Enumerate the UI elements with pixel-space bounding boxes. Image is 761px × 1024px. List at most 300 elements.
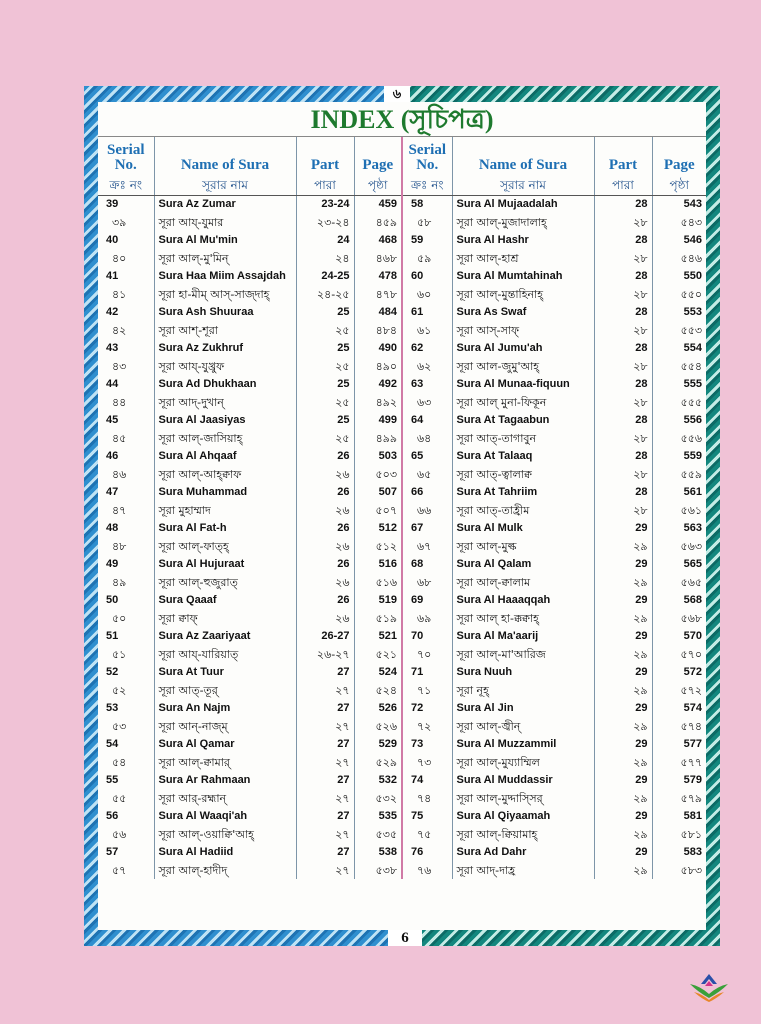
table-row-bengali bbox=[98, 861, 706, 879]
page-cell: 516 bbox=[354, 555, 402, 573]
table-row-bengali bbox=[98, 645, 706, 663]
serial-cell: ৬১ bbox=[402, 321, 452, 339]
part-cell: ২৫ bbox=[296, 393, 354, 411]
table-row-bengali bbox=[98, 321, 706, 339]
table-row-bengali bbox=[98, 753, 706, 771]
sura-name-cell: সূরা আন্-নাজ্ম্ bbox=[154, 717, 296, 735]
page-cell: ৪৯৯ bbox=[354, 429, 402, 447]
part-cell: ২৯ bbox=[594, 645, 652, 663]
page-cell: 555 bbox=[652, 375, 706, 393]
sura-name-cell: সূরা আল্-হাশ্র bbox=[452, 249, 594, 267]
table-row-bengali bbox=[98, 465, 706, 483]
page-cell: ৫৬৮ bbox=[652, 609, 706, 627]
part-cell: ২৯ bbox=[594, 537, 652, 555]
index-rows bbox=[98, 195, 706, 879]
table-row bbox=[98, 735, 706, 753]
serial-cell: ৭২ bbox=[402, 717, 452, 735]
sura-name-cell: Sura Al Ma'aarij bbox=[452, 627, 594, 645]
page-cell: ৫২১ bbox=[354, 645, 402, 663]
part-cell: ২৮ bbox=[594, 321, 652, 339]
serial-cell: ৭৫ bbox=[402, 825, 452, 843]
sura-name-cell: সূরা আশ্-শূরা bbox=[154, 321, 296, 339]
part-cell: ২৬ bbox=[296, 609, 354, 627]
part-cell: ২৮ bbox=[594, 249, 652, 267]
page-cell: 499 bbox=[354, 411, 402, 429]
sura-name-cell: সূরা নূহ্ bbox=[452, 681, 594, 699]
sura-name-cell: Sura Al Mu'min bbox=[154, 231, 296, 249]
sura-name-cell: সূরা আদ্-দাহ্র bbox=[452, 861, 594, 879]
page-cell: 563 bbox=[652, 519, 706, 537]
part-cell: 27 bbox=[296, 663, 354, 681]
sura-name-cell: সূরা আত্-তাহ্রীম bbox=[452, 501, 594, 519]
sura-name-cell: Sura At Tuur bbox=[154, 663, 296, 681]
sura-name-cell: Sura Al Qalam bbox=[452, 555, 594, 573]
page-number-top: ৬ bbox=[384, 86, 410, 102]
serial-cell: 62 bbox=[402, 339, 452, 357]
page-cell: 526 bbox=[354, 699, 402, 717]
part-cell: ২৯ bbox=[594, 825, 652, 843]
part-cell: ২৬ bbox=[296, 501, 354, 519]
page-cell: ৪৯০ bbox=[354, 357, 402, 375]
serial-cell: 67 bbox=[402, 519, 452, 537]
page-cell: 561 bbox=[652, 483, 706, 501]
page-cell: 529 bbox=[354, 735, 402, 753]
sura-name-cell: Sura Al Qiyaamah bbox=[452, 807, 594, 825]
page-number-bottom: 6 bbox=[388, 930, 422, 946]
page-cell: ৪৯২ bbox=[354, 393, 402, 411]
sura-name-cell: Sura Al Jin bbox=[452, 699, 594, 717]
part-cell: 25 bbox=[296, 375, 354, 393]
sura-name-cell: Sura Al Muzzammil bbox=[452, 735, 594, 753]
table-row-bengali bbox=[98, 501, 706, 519]
serial-cell: ৫৮ bbox=[402, 213, 452, 231]
table-row bbox=[98, 771, 706, 789]
serial-cell: ৬৮ bbox=[402, 573, 452, 591]
page-cell: 553 bbox=[652, 303, 706, 321]
page-cell: ৫৫৫ bbox=[652, 393, 706, 411]
page-cell: ৫০৭ bbox=[354, 501, 402, 519]
sura-name-cell: Sura Al Mujaadalah bbox=[452, 195, 594, 213]
table-row bbox=[98, 195, 706, 213]
part-cell: 29 bbox=[594, 843, 652, 861]
part-cell: ২৩-২৪ bbox=[296, 213, 354, 231]
part-cell: 28 bbox=[594, 447, 652, 465]
table-row-bengali bbox=[98, 537, 706, 555]
part-cell: ২৮ bbox=[594, 357, 652, 375]
sura-name-cell: সূরা আল্-জ্বীন্ bbox=[452, 717, 594, 735]
table-row-bengali bbox=[98, 429, 706, 447]
sura-name-cell: সূরা আল্-আহ্ক্বাফ bbox=[154, 465, 296, 483]
part-cell: ২৭ bbox=[296, 861, 354, 879]
page-title: INDEX (সূচিপত্র) bbox=[98, 104, 706, 137]
serial-cell: ৫৪ bbox=[112, 755, 127, 769]
sura-name-cell: সূরা আল্ হা-ক্কক্বাহ্ bbox=[452, 609, 594, 627]
sura-name-cell: সূরা হা-মীম্ আস্-সাজ্দাহ্ bbox=[154, 285, 296, 303]
serial-cell: ৭০ bbox=[402, 645, 452, 663]
sura-name-cell: সূরা আল্-মুদ্দাস্সির্ bbox=[452, 789, 594, 807]
part-cell: 27 bbox=[296, 807, 354, 825]
sura-name-cell: Sura Al Munaa-fiquun bbox=[452, 375, 594, 393]
part-cell: 27 bbox=[296, 735, 354, 753]
table-row-bengali bbox=[98, 249, 706, 267]
serial-cell: ৫৩ bbox=[112, 719, 127, 733]
sura-name-cell: Sura Al Muddassir bbox=[452, 771, 594, 789]
serial-cell: 72 bbox=[402, 699, 452, 717]
sura-name-cell: সূরা আল্-মুয্যাম্মিল bbox=[452, 753, 594, 771]
sura-name-cell: সূরা আল্-মুজাদালাহ্ bbox=[452, 213, 594, 231]
sura-name-cell: সূরা আল্-ক্বামার্ bbox=[154, 753, 296, 771]
header-name: Name of Sura সূরার নাম bbox=[452, 137, 594, 195]
part-cell: ২৮ bbox=[594, 429, 652, 447]
sura-name-cell: সূরা আল্-ফাত্হ্ bbox=[154, 537, 296, 555]
part-cell: ২৮ bbox=[594, 393, 652, 411]
part-cell: 28 bbox=[594, 339, 652, 357]
header-part: Part পারা bbox=[296, 137, 354, 195]
sura-name-cell: সূরা আল্-ক্বিয়ামাহ্ bbox=[452, 825, 594, 843]
part-cell: ২৯ bbox=[594, 753, 652, 771]
page-cell: ৫৩৮ bbox=[354, 861, 402, 879]
serial-cell: ৬০ bbox=[402, 285, 452, 303]
part-cell: ২৭ bbox=[296, 681, 354, 699]
serial-cell: ৪১ bbox=[112, 287, 127, 301]
table-row bbox=[98, 663, 706, 681]
table-row bbox=[98, 843, 706, 861]
part-cell: 29 bbox=[594, 807, 652, 825]
serial-cell: 49 bbox=[106, 557, 119, 570]
serial-cell: ৪৫ bbox=[112, 431, 127, 445]
page-cell: 559 bbox=[652, 447, 706, 465]
table-row-bengali bbox=[98, 393, 706, 411]
sura-name-cell: সূরা আল্-মা'আরিজ bbox=[452, 645, 594, 663]
part-cell: ২৭ bbox=[296, 753, 354, 771]
part-cell: 28 bbox=[594, 483, 652, 501]
page-cell: 492 bbox=[354, 375, 402, 393]
sura-name-cell: Sura At Talaaq bbox=[452, 447, 594, 465]
serial-cell: 69 bbox=[402, 591, 452, 609]
page-cell: ৫২৪ bbox=[354, 681, 402, 699]
serial-cell: ৪৬ bbox=[112, 467, 127, 481]
table-row-bengali bbox=[98, 573, 706, 591]
serial-cell: 47 bbox=[106, 485, 119, 498]
sura-name-cell: Sura Qaaaf bbox=[154, 591, 296, 609]
serial-cell: 75 bbox=[402, 807, 452, 825]
page-cell: ৫৬৩ bbox=[652, 537, 706, 555]
table-row bbox=[98, 483, 706, 501]
page-cell: ৪৮৪ bbox=[354, 321, 402, 339]
sura-name-cell: সূরা আত্-ত্বালাক্ব bbox=[452, 465, 594, 483]
page-cell: 568 bbox=[652, 591, 706, 609]
part-cell: 28 bbox=[594, 195, 652, 213]
table-row-bengali bbox=[98, 213, 706, 231]
table-row-bengali bbox=[98, 717, 706, 735]
sura-name-cell: Sura Al Qamar bbox=[154, 735, 296, 753]
part-cell: 26 bbox=[296, 555, 354, 573]
serial-cell: 65 bbox=[402, 447, 452, 465]
part-cell: 26 bbox=[296, 519, 354, 537]
serial-cell: ৭৪ bbox=[402, 789, 452, 807]
part-cell: 27 bbox=[296, 771, 354, 789]
serial-cell: ৪৩ bbox=[112, 359, 127, 373]
page-cell: 554 bbox=[652, 339, 706, 357]
header-page: Page পৃষ্ঠা bbox=[354, 137, 402, 195]
page-cell: ৫৫৬ bbox=[652, 429, 706, 447]
table-row bbox=[98, 555, 706, 573]
serial-cell: 45 bbox=[106, 413, 119, 426]
sura-name-cell: সূরা আদ্-দুখান্ bbox=[154, 393, 296, 411]
serial-cell: ৪৪ bbox=[112, 395, 127, 409]
serial-cell: 70 bbox=[402, 627, 452, 645]
page-cell: 538 bbox=[354, 843, 402, 861]
part-cell: ২৫ bbox=[296, 429, 354, 447]
part-cell: ২৫ bbox=[296, 321, 354, 339]
part-cell: ২৯ bbox=[594, 861, 652, 879]
part-cell: 26 bbox=[296, 591, 354, 609]
table-row bbox=[98, 303, 706, 321]
sura-name-cell: Sura Al Mulk bbox=[452, 519, 594, 537]
part-cell: 25 bbox=[296, 339, 354, 357]
page-cell: ৪৫৯ bbox=[354, 213, 402, 231]
serial-cell: 42 bbox=[106, 305, 119, 318]
page-cell: ৫৭০ bbox=[652, 645, 706, 663]
table-row bbox=[98, 519, 706, 537]
sura-name-cell: Sura Al Hadiid bbox=[154, 843, 296, 861]
part-cell: 28 bbox=[594, 411, 652, 429]
part-cell: ২৬-২৭ bbox=[296, 645, 354, 663]
serial-cell: 46 bbox=[106, 449, 119, 462]
sura-name-cell: Sura Al Jaasiyas bbox=[154, 411, 296, 429]
page-cell: 519 bbox=[354, 591, 402, 609]
sura-name-cell: সূরা আল্-হুজুরাত্ bbox=[154, 573, 296, 591]
part-cell: ২৭ bbox=[296, 825, 354, 843]
serial-cell: ৫২ bbox=[112, 683, 127, 697]
page-cell: ৫৫০ bbox=[652, 285, 706, 303]
serial-cell: ৬৪ bbox=[402, 429, 452, 447]
sura-name-cell: সূরা আত্-তাগাবুন bbox=[452, 429, 594, 447]
part-cell: ২৬ bbox=[296, 573, 354, 591]
part-cell: 29 bbox=[594, 627, 652, 645]
part-cell: ২৬ bbox=[296, 465, 354, 483]
sura-name-cell: সূরা আল্-ক্বালাম bbox=[452, 573, 594, 591]
page-cell: ৫২৬ bbox=[354, 717, 402, 735]
part-cell: 29 bbox=[594, 591, 652, 609]
part-cell: 28 bbox=[594, 231, 652, 249]
page-cell: ৫৭৭ bbox=[652, 753, 706, 771]
page-cell: 478 bbox=[354, 267, 402, 285]
serial-cell: 63 bbox=[402, 375, 452, 393]
sura-name-cell: Sura At Tagaabun bbox=[452, 411, 594, 429]
part-cell: ২৯ bbox=[594, 681, 652, 699]
index-table bbox=[98, 137, 706, 879]
page-cell: ৫১৯ bbox=[354, 609, 402, 627]
serial-cell: 55 bbox=[106, 773, 119, 786]
page-cell: 543 bbox=[652, 195, 706, 213]
serial-cell: 39 bbox=[106, 197, 119, 210]
serial-cell: 61 bbox=[402, 303, 452, 321]
sura-name-cell: সূরা আস্-সাফ্ bbox=[452, 321, 594, 339]
serial-cell: ৭৬ bbox=[402, 861, 452, 879]
table-row bbox=[98, 807, 706, 825]
serial-cell: 74 bbox=[402, 771, 452, 789]
table-row-bengali bbox=[98, 789, 706, 807]
serial-cell: 58 bbox=[402, 195, 452, 213]
publisher-logo-icon bbox=[686, 972, 732, 1002]
table-row bbox=[98, 339, 706, 357]
index-table-container bbox=[98, 137, 706, 929]
sura-name-cell: Sura Az Zumar bbox=[154, 195, 296, 213]
sura-name-cell: Sura Muhammad bbox=[154, 483, 296, 501]
serial-cell: 41 bbox=[106, 269, 119, 282]
sura-name-cell: Sura At Tahriim bbox=[452, 483, 594, 501]
page-cell: 550 bbox=[652, 267, 706, 285]
page-cell: ৫৩৫ bbox=[354, 825, 402, 843]
serial-cell: ৭৩ bbox=[402, 753, 452, 771]
header-name: Name of Sura সূরার নাম bbox=[154, 137, 296, 195]
part-cell: 29 bbox=[594, 735, 652, 753]
part-cell: 29 bbox=[594, 519, 652, 537]
serial-cell: 57 bbox=[106, 845, 119, 858]
sura-name-cell: সূরা আল্-ওয়াক্বি'আহ্ bbox=[154, 825, 296, 843]
sura-name-cell: সূরা আল্-মু'মিন্ bbox=[154, 249, 296, 267]
serial-cell: ৪৮ bbox=[112, 539, 127, 553]
serial-cell: 68 bbox=[402, 555, 452, 573]
serial-cell: 66 bbox=[402, 483, 452, 501]
serial-cell: ৬৩ bbox=[402, 393, 452, 411]
serial-cell: ৫৬ bbox=[112, 827, 127, 841]
page-cell: 546 bbox=[652, 231, 706, 249]
page-cell: 583 bbox=[652, 843, 706, 861]
page-cell: ৫১২ bbox=[354, 537, 402, 555]
serial-cell: ৬৫ bbox=[402, 465, 452, 483]
part-cell: ২৭ bbox=[296, 789, 354, 807]
part-cell: 28 bbox=[594, 267, 652, 285]
sura-name-cell: Sura As Swaf bbox=[452, 303, 594, 321]
header-serial: Serial No. ক্রঃ নং bbox=[402, 137, 452, 195]
part-cell: ২৮ bbox=[594, 501, 652, 519]
part-cell: 24 bbox=[296, 231, 354, 249]
part-cell: 28 bbox=[594, 303, 652, 321]
page-cell: 532 bbox=[354, 771, 402, 789]
sura-name-cell: Sura Al Mumtahinah bbox=[452, 267, 594, 285]
serial-cell: 43 bbox=[106, 341, 119, 354]
sura-name-cell: সূরা আর্-রহ্মান্ bbox=[154, 789, 296, 807]
page-cell: 572 bbox=[652, 663, 706, 681]
serial-cell: 64 bbox=[402, 411, 452, 429]
serial-cell: ৫১ bbox=[112, 647, 127, 661]
page-cell: 524 bbox=[354, 663, 402, 681]
page-cell: 503 bbox=[354, 447, 402, 465]
sura-name-cell: সূরা আল্ মুনা-ফিকূন bbox=[452, 393, 594, 411]
sura-name-cell: সূরা ক্বাফ্ bbox=[154, 609, 296, 627]
page-cell: ৫৪৬ bbox=[652, 249, 706, 267]
serial-cell: 53 bbox=[106, 701, 119, 714]
page-cell: 581 bbox=[652, 807, 706, 825]
sura-name-cell: Sura Al Hashr bbox=[452, 231, 594, 249]
serial-cell: ৫৫ bbox=[112, 791, 127, 805]
table-row bbox=[98, 375, 706, 393]
serial-cell: 71 bbox=[402, 663, 452, 681]
table-row-bengali bbox=[98, 609, 706, 627]
page-cell: 484 bbox=[354, 303, 402, 321]
serial-cell: 73 bbox=[402, 735, 452, 753]
table-row bbox=[98, 447, 706, 465]
page-cell: ৫৪৩ bbox=[652, 213, 706, 231]
part-cell: 27 bbox=[296, 699, 354, 717]
page-cell: ৫৭৯ bbox=[652, 789, 706, 807]
page-cell: ৫৭২ bbox=[652, 681, 706, 699]
table-row bbox=[98, 267, 706, 285]
table-row bbox=[98, 591, 706, 609]
part-cell: 26 bbox=[296, 447, 354, 465]
page-cell: 521 bbox=[354, 627, 402, 645]
serial-cell: 44 bbox=[106, 377, 119, 390]
sura-name-cell: সূরা আল্-জাসিয়াহ্ bbox=[154, 429, 296, 447]
sura-name-cell: সূরা আয্-যারিয়াত্ bbox=[154, 645, 296, 663]
sura-name-cell: Sura Ar Rahmaan bbox=[154, 771, 296, 789]
sura-name-cell: Sura Haa Miim Assajdah bbox=[154, 267, 296, 285]
part-cell: ২৪-২৫ bbox=[296, 285, 354, 303]
serial-cell: ৪৯ bbox=[112, 575, 127, 589]
page-cell: 565 bbox=[652, 555, 706, 573]
page-cell: 459 bbox=[354, 195, 402, 213]
table-row-bengali bbox=[98, 357, 706, 375]
serial-cell: ৪২ bbox=[112, 323, 127, 337]
page-cell: ৫১৬ bbox=[354, 573, 402, 591]
table-row bbox=[98, 411, 706, 429]
page-cell: ৫০৩ bbox=[354, 465, 402, 483]
page-cell: ৫৮৩ bbox=[652, 861, 706, 879]
sura-name-cell: Sura Al Ahqaaf bbox=[154, 447, 296, 465]
sura-name-cell: সূরা আল্-মুম্তাহিনাহ্ bbox=[452, 285, 594, 303]
serial-cell: ৬২ bbox=[402, 357, 452, 375]
sura-name-cell: Sura Ad Dahr bbox=[452, 843, 594, 861]
page-cell: 574 bbox=[652, 699, 706, 717]
part-cell: 26 bbox=[296, 483, 354, 501]
sura-name-cell: Sura Nuuh bbox=[452, 663, 594, 681]
page-cell: ৫৫৪ bbox=[652, 357, 706, 375]
table-row-bengali bbox=[98, 681, 706, 699]
serial-cell: ৬৬ bbox=[402, 501, 452, 519]
sura-name-cell: Sura Al Jumu'ah bbox=[452, 339, 594, 357]
page-cell: ৫৬৫ bbox=[652, 573, 706, 591]
sura-name-cell: সূরা মুহাম্মাদ bbox=[154, 501, 296, 519]
sura-name-cell: Sura Al Hujuraat bbox=[154, 555, 296, 573]
sura-name-cell: সূরা আয্-যুখ্রুফ bbox=[154, 357, 296, 375]
part-cell: ২৯ bbox=[594, 717, 652, 735]
sura-name-cell: Sura Ad Dhukhaan bbox=[154, 375, 296, 393]
header-serial: Serial No. ক্রঃ নং bbox=[98, 137, 154, 195]
part-cell: 23-24 bbox=[296, 195, 354, 213]
part-cell: ২৭ bbox=[296, 717, 354, 735]
serial-cell: 60 bbox=[402, 267, 452, 285]
page-cell: ৫৬১ bbox=[652, 501, 706, 519]
sura-name-cell: সূরা আল্-মুল্ক bbox=[452, 537, 594, 555]
sura-name-cell: Sura Az Zaariyaat bbox=[154, 627, 296, 645]
part-cell: ২৬ bbox=[296, 537, 354, 555]
page-cell: 535 bbox=[354, 807, 402, 825]
sura-name-cell: Sura Al Fat-h bbox=[154, 519, 296, 537]
serial-cell: ৩৯ bbox=[112, 215, 127, 229]
serial-cell: 52 bbox=[106, 665, 119, 678]
table-row bbox=[98, 231, 706, 249]
serial-cell: 59 bbox=[402, 231, 452, 249]
page-cell: 468 bbox=[354, 231, 402, 249]
serial-cell: ৪০ bbox=[112, 251, 127, 265]
part-cell: ২৮ bbox=[594, 285, 652, 303]
sura-name-cell: Sura An Najm bbox=[154, 699, 296, 717]
header-part: Part পারা bbox=[594, 137, 652, 195]
sura-name-cell: সূরা আত্-তূর্ bbox=[154, 681, 296, 699]
serial-cell: 51 bbox=[106, 629, 119, 642]
